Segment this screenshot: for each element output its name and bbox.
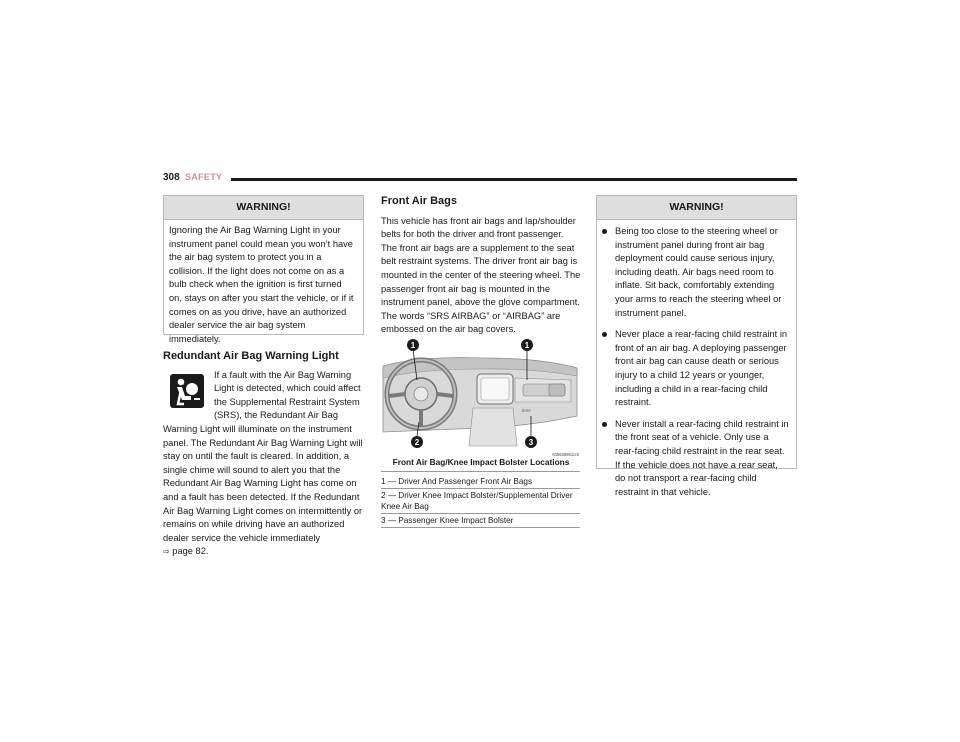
callout-2 (411, 436, 423, 448)
page-number: 308 (163, 172, 180, 183)
legend-rule-1 (381, 488, 580, 489)
warning-text: Ignoring the Air Bag Warning Light in your instrument panel could mean you won’t have the air bag system to protect you in a collision. If the light does not come on as a bulb check when the ignition is first turned on, stays on after you start the vehicle, or if it comes on as you drive, have an authorized dealer service the air bag system immediately. (169, 225, 354, 344)
middle-column (381, 195, 581, 337)
figure-caption: Front Air Bag/Knee Impact Bolster Locations (392, 457, 570, 467)
warning-box-right (596, 195, 797, 497)
warning-bullet (602, 418, 790, 500)
page-reference[interactable] (163, 545, 364, 559)
callout-3 (525, 436, 537, 448)
section-heading-front-air-bags: Front Air Bags (381, 195, 457, 207)
redundant-text: If a fault with the Air Bag Warning Light is detected, which could affect the Supplemental Restraint System (SRS), the Redundant Air Bag Warning Light will illuminate on the instrument panel. The Redundant Air Bag Warning Light will stay on until the fault is cleared. In addition, a single chime will sound to alert you that the Redundant Air Bag Warning Light has come on and a fault has been detected. If the Redundant Air Bag Warning Light comes on intermittently or remains on while driving have an authorized dealer service the vehicle immediately (163, 369, 363, 543)
legend-item-2: 2 — Driver Knee Impact Bolster/Supplemental Driver Knee Air Bag (381, 491, 573, 511)
bullet-icon (602, 332, 607, 337)
svg-text:1: 1 (524, 341, 530, 350)
svg-text:1: 1 (410, 341, 416, 350)
warning-box-left (163, 195, 364, 344)
section-title: SAFETY (185, 172, 223, 182)
section-heading-redundant: Redundant Air Bag Warning Light (163, 350, 339, 362)
warning-title-right: WARNING! (597, 196, 796, 220)
legend-rule-0 (381, 471, 580, 472)
callout-1-passenger (521, 339, 533, 351)
legend-rule-2 (381, 513, 580, 514)
front-air-bags-body: This vehicle has front air bags and lap/shoulder belts for both the driver and front passenger. The front air bags are a supplement to the seat belt restraint systems. The driver front air bag is mounted in the center of the steering wheel. The passenger front air bag is mounted in the instrument panel, above the glove compartment. The words “SRS AIRBAG” or “AIRBAG” are embossed on the air bag covers. (381, 215, 581, 335)
redundant-body (163, 369, 364, 559)
legend-item-1: 1 — Driver And Passenger Front Air Bags (381, 477, 533, 486)
page-reference-text[interactable]: page 82. (172, 546, 209, 557)
warning-bullets (597, 220, 796, 505)
bullet-icon (602, 422, 607, 427)
header-rule (231, 178, 797, 181)
reference-arrow-icon: ⇨ (163, 547, 170, 557)
svg-text:2: 2 (414, 438, 420, 447)
bullet-icon (602, 229, 607, 234)
warning-title: WARNING! (164, 196, 363, 220)
bullet-text: Never install a rear-facing child restraint in the front seat of a vehicle. Only use a rear-facing child restraint in the rear seat. If the vehicle does not have a rear seat, do not transport a rear-facing child restraint in that vehicle. (615, 418, 789, 497)
warning-bullet (602, 225, 790, 320)
bullet-text: Being too close to the steering wheel or instrument panel during front air bag deployment could cause serious injury, including death. Air bags need room to inflate. Sit back, comfortably extending your arms to reach the steering wheel or instrument panel. (615, 226, 782, 318)
left-column (163, 350, 364, 559)
callout-1-driver (407, 339, 419, 351)
airbag-warning-icon (170, 374, 204, 408)
page-header (163, 172, 797, 186)
warning-bullet (602, 328, 790, 410)
figure-code: A05636961US (551, 452, 579, 457)
legend-rule-3 (381, 527, 580, 528)
svg-text:3: 3 (528, 438, 534, 447)
bullet-text: Never place a rear-facing child restraint in front of an air bag. A deploying passenger front air bag can cause death or serious injury to a child 12 years or younger, including a child in a rear-facing child restraint. (615, 329, 788, 408)
svg-text:JEEP: JEEP (521, 408, 532, 413)
dashboard-illustration (381, 336, 581, 458)
legend-item-3: 3 — Passenger Knee Impact Bolster (381, 516, 514, 525)
